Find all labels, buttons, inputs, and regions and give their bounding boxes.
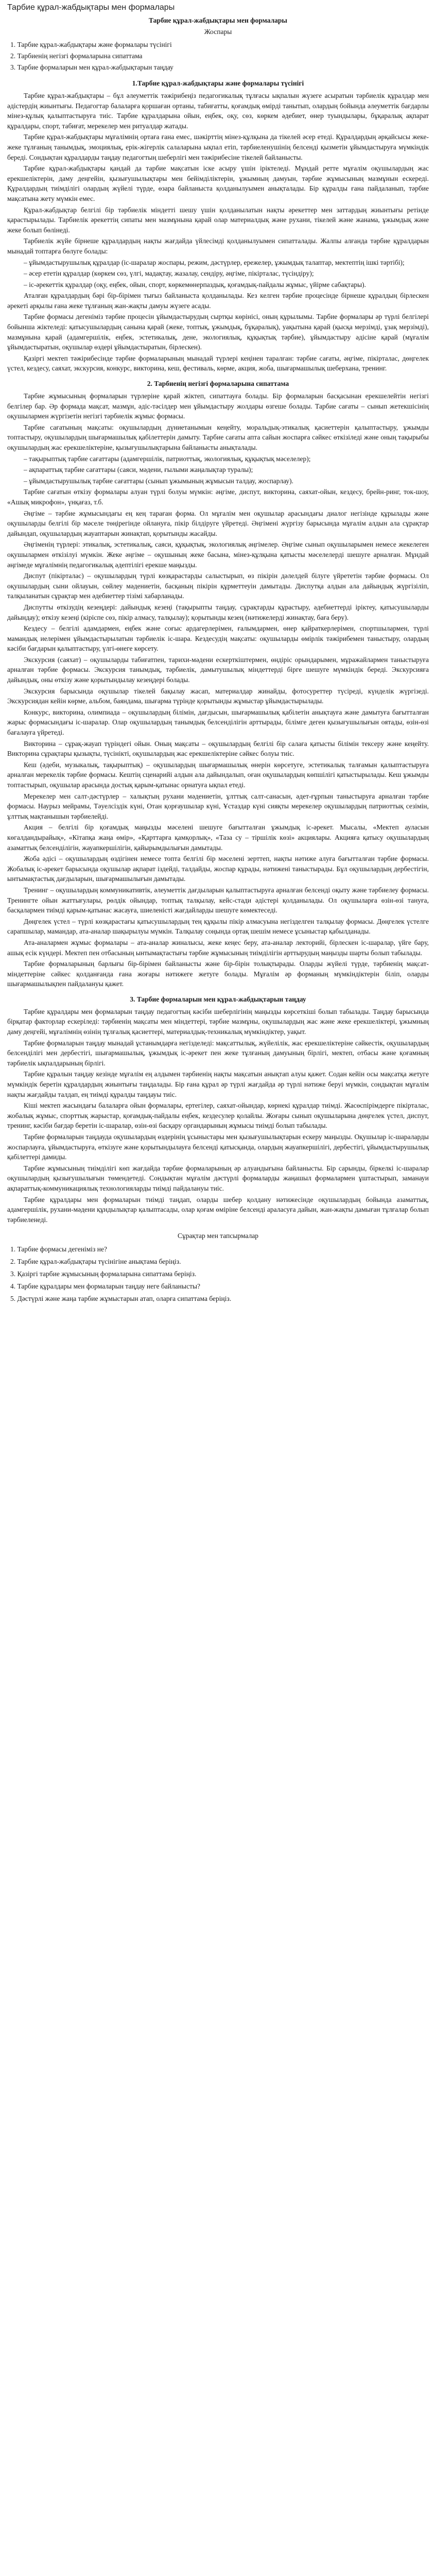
- paragraph: Тарбие формаларын таңдауда оқушылардың өздерінің ұсыныстары мен қызығушылықтарын ескеру маңызды. Оқушылар іс-шараларды жоспарлауға, ұйымдастыруға, өткізуге және қорытындылауға белсенді қатысқанда, олардың жауапкершілігі, дербестігі, ұйымдастырушылық қабілеттері дамиды.: [7, 1133, 429, 1161]
- paragraph: Тарбие құралдары мен формаларын тиімді таңдап, оларды шебер қолдану нәтижесінде оқушылардың бойында азаматтық, адамгершілік, рухани-мәдени құндылықтар қалыптасады, олар қоғам өміріне белсенді араласуға дайын, жан-жақты дамыған тұлғалар болып тәрбиеленеді.: [7, 1195, 429, 1224]
- paragraph: Әңгіменің түрлері: этикалық, эстетикалық, саяси, құқықтық, экологиялық әңгімелер. Әңгіме сынып оқушыларымен немесе жекелеген оқушылармен өткізілуі мүмкін. Жеке әңгіме – оқушының жеке басына, мінез-құлқына қатысты мәселелерді шешуге арналған. Мұндай әңгімеде мұғалімнің педагогикалық әдептілігі ерекше маңызды.: [7, 540, 429, 569]
- plan-item: 2. Тарбиенің негізгі формаларына сипаттама: [10, 52, 143, 60]
- paragraph: Тарбие формасы дегеніміз тәрбие процесін ұйымдастырудың сыртқы көрінісі, оның құрылымы. Тарбие формалары әр түрлі белгілері бойынша жіктеледі: қатысушылардың санына қарай (жеке, топтық, ұжымдық, бұқаралық), уақытына қарай (қысқа мерзімді, ұзақ мерзімді), мазмұнына қарай (адамгершілік, еңбек, эстетикалық, дене, экологиялық, құқықтық тәрбие), ұйымдастыру әдісіне қарай (мұғалім ұйымдастыратын, оқушылар өздері ұйымдастыратын, бірлескен).: [7, 313, 429, 351]
- document-title: Тарбие құрал-жабдықтары мен формалары: [149, 16, 287, 24]
- paragraph: Тарбие құрал-жабдықтары мұғалімнің ортаға ғана емес, шәкірттің мінез-құлқына да тікелей әсер етеді. Құралдардың әрқайсысы жеке-жеке тұлғаның танымдық, эмоциялық, ерік-жігерлік салаларына ықпал етіп, тәрбиеленушінің белсенді қызметін ұйымдастыруға мүмкіндік береді. Сондықтан құралдарды таңдау педагогтың шеберлігі мен тәжірибесіне тікелей байланысты.: [7, 133, 429, 161]
- paragraph: Тарбие құралдары мен формаларын таңдау педагогтың кәсіби шеберлігінің маңызды көрсеткіші болып табылады. Таңдау барысында бірқатар факторлар ескеріледі: тәрбиенің мақсаты мен міндеттері, тәрбие мазмұны, оқушылардың жас және жеке ерекшеліктері, ұжымның даму деңгейі, мұғалімнің өзінің тұлғалық қасиеттері, материалдық-техникалық мүмкіндіктер, уақыт.: [7, 1007, 429, 1036]
- paragraph: Аталған құралдардың бәрі бір-бірімен тығыз байланыста қолданылады. Кез келген тәрбие процесінде бірнеше құралдың бірлескен әрекеті арқылы ғана жеке тұлғаның жан-жақты дамуы жүзеге асады.: [7, 292, 429, 310]
- paragraph: – ақпараттық тарбие сағаттары (саяси, мәдени, ғылыми жаңалықтар туралы);: [24, 466, 253, 474]
- paragraph: – ұйымдастырушылық құралдар (іс-шаралар жоспары, режим, дәстүрлер, ережелер, ұжымдық талаптар, мектептің ішкі тәртібі);: [24, 258, 405, 266]
- paragraph: Кеш (әдеби, музыкалық, тақырыптық) – оқушылардың шығармашылық өнерін көрсетуге, эстетикалық талғамын қалыптастыруға арналған мерекелік тәрбие формасы. Кештің сценарийі алдын ала дайындалып, оған оқушылардың көпшілігі қатыстырылады. Кеш ұжымды топтастырып, оқушылар арасында достық қарым-қатынас орнатуға ықпал етеді.: [7, 760, 429, 789]
- paragraph: Тарбие құралын таңдау кезінде мұғалім ең алдымен тәрбиенің нақты мақсатын анықтап алуы қажет. Содан кейін осы мақсатқа жетуге мүмкіндік беретін құралдардың жиынтығы таңдалады. Бір ғана құрал әр түрлі жағдайда әр түрлі нәтиже беруі мүмкін, сондықтан мұғалім нақты жағдайды талдап, ең тиімді құралды таңдауы тиіс.: [7, 1070, 429, 1098]
- question-item: 5. Дәстүрлі және жаңа тарбие жұмыстарын атап, оларға сипаттама беріңіз.: [10, 1295, 232, 1303]
- paragraph: Диспутты өткізудің кезеңдері: дайындық кезеңі (тақырыпты таңдау, сұрақтарды құрастыру, әдебиеттерді іріктеу, қатысушыларды дайындау); өткізу кезеңі (кіріспе сөз, пікір алмасу, талқылау); қорытынды кезең (нәтижелерді жинақтау, баға беру).: [7, 603, 429, 621]
- paragraph: Экскурсия барысында оқушылар тікелей бақылау жасап, материалдар жинайды, фотосуреттер түсіреді, күнделік жүргізеді. Экскурсиядан кейін көрме, альбом, баяндама, шығарма түрінде қорытынды жұмыстар ұйымдастырылады.: [7, 687, 429, 705]
- section-heading: 2. Тарбиенің негізгі формаларына сипаттама: [147, 380, 289, 388]
- questions-list: [7, 1243, 429, 1305]
- paragraph: Тренинг – оқушылардың коммуникативтік, әлеуметтік дағдыларын қалыптастыруға арналған белсенді оқыту және тәрбиелеу формасы. Тренингте ойын жаттығулары, рөлдік ойындар, топтық талқылау, кейс-стади әдістері қолданылады. Ол оқушыларға өзін-өзі тануға, басқалармен тиімді қарым-қатынас жасауға, шиеленісті жағдайларды шешуге көмектеседі.: [7, 886, 429, 914]
- plan-list: [7, 39, 429, 73]
- paragraph: – тақырыптық тарбие сағаттары (адамгершілік, патриоттық, экологиялық, құқықтық мәселелер);: [24, 454, 311, 463]
- paragraph: Әңгіме – тәрбие жұмысындағы ең кең тараған форма. Ол мұғалім мен оқушылар арасындағы диалог негізінде құрылады және оқушыларды белгілі бір мәселе төңірегінде ойлануға, пікір білдіруге үйретеді. Әңгімені жүргізу барысында мұғалім алдын ала сұрақтар дайындап, оқушылардың жауаптарын жинақтап, қорытынды жасайды.: [7, 509, 429, 537]
- paragraph: Тарбие жұмысының тиімділігі көп жағдайда тәрбие формаларының әр алуандығына байланысты. Бір сарынды, біркелкі іс-шаралар оқушылардың қызығушылығын төмендетеді. Сондықтан мұғалім дәстүрлі формаларды жаңашыл формалармен ұштастырып, заманауи ақпараттық-коммуникациялық технологияларды тиімді пайдалануы тиіс.: [7, 1164, 429, 1192]
- paragraph: Экскурсия (саяхат) – оқушыларды табиғатпен, тарихи-мәдени ескерткіштермен, өндіріс орындарымен, мұражайлармен таныстыруға арналған тәрбие формасы. Экскурсия танымдық, тәрбиелік, дамытушылық міндеттерді бірге шешуге мүмкіндік береді. Экскурсияға дайындық, оны өткізу және қорытындылау кезеңдері болады.: [7, 655, 429, 684]
- paragraph: Қазіргі мектеп тәжірибесінде тәрбие формаларының мынадай түрлері кеңінен таралған: тәрбие сағаты, әңгіме, пікірталас, дөңгелек үстел, кездесу, саяхат, экскурсия, конкурс, викторина, кеш, фестиваль, көрме, акция, жоба, шығармашылық шеберхана, тренинг.: [7, 354, 429, 372]
- page-title: Тарбие құрал-жабдықтары мен формалары: [7, 3, 175, 12]
- paragraph: Жоба әдісі – оқушылардың өздігінен немесе топта белгілі бір мәселені зерттеп, нақты нәтиже алуға бағытталған тәрбие формасы. Жобалық іс-әрекет барысында оқушылар ақпарат іздейді, талдайды, жоспар құрады, нәтижені таныстырады. Бұл оқушылардың дербестігін, ынтымақтастық дағдыларын, шығармашылығын дамытады.: [7, 855, 429, 883]
- paragraph: Тарбие құрал-жабдықтары қандай да тарбие мақсатын іске асыру үшін іріктеледі. Мұндай ретте мұғалім оқушылардың жас ерекшеліктерін, даму деңгейін, қызығушылықтары мен бейімділіктерін, ұжымның дамуын, тәрбие жұмысының мазмұнын ескереді. Құралдардың тиімділігі олардың жүйелі түрде, өзара байланыста қолданылуымен анықталады. Бір құралды ғана пайдаланып, тәрбие мақсатына жету мүмкін емес.: [7, 164, 429, 202]
- paragraph: – әсер ететін құралдар (көркем сөз, үлгі, мадақтау, жазалау, сендіру, әңгіме, пікірталас, түсіндіру);: [24, 269, 314, 278]
- plan-label: Жоспары: [204, 28, 232, 36]
- section-heading: 3. Тарбие формаларын мен құрал-жабдықтарын таңдау: [130, 995, 306, 1003]
- paragraph: Мерекелер мен салт-дәстүрлер – халықтың рухани мәдениетін, ұлттық салт-санасын, әдет-ғұрпын таныстыруға арналған тәрбие формасы. Наурыз мейрамы, Тәуелсіздік күні, Отан қорғаушылар күні, Ұстаздар күні сияқты мерекелер оқушылардың патриоттық сезімін, ұлттық мақтанышын тәрбиелейді.: [7, 792, 429, 820]
- paragraph: Акция – белгілі бір қоғамдық маңызды мәселені шешуге бағытталған ұжымдық іс-әрекет. Мысалы, «Мектеп ауласын көгалдандырайық», «Кітапқа жаңа өмір», «Қарттарға қамқорлық», «Таза су – тіршілік көзі» акциялары. Акцияға қатысу оқушылардың азаматтық белсенділігін, жауапкершілігін, қайырымдылығын дамытады.: [7, 823, 429, 852]
- paragraph: Тарбие сағатын өткізу формалары алуан түрлі болуы мүмкін: әңгіме, диспут, викторина, саяхат-ойын, кездесу, брейн-ринг, ток-шоу, «Ашық микрофон», үнқағаз, т.б.: [7, 488, 429, 506]
- document-body: [7, 79, 429, 1225]
- paragraph: – ұйымдастырушылық тарбие сағаттары (сынып ұжымының жұмысын талдау, жоспарлау).: [24, 477, 294, 485]
- paragraph: Тарбие формаларының барлығы бір-бірімен байланысты және бір-бірін толықтырады. Оларды жүйелі түрде, тәрбиенің мақсат-міндеттеріне сәйкес қолданғанда ғана жоғары нәтижеге жетуге болады. Мұғалім әр форманың мүмкіндіктерін біліп, оларды шығармашылықпен пайдалануы қажет.: [7, 960, 429, 988]
- paragraph: Тарбие формаларын таңдау мынадай ұстанымдарға негізделеді: мақсаттылық, жүйелілік, жас ерекшеліктеріне сәйкестік, оқушылардың белсенділігі мен дербестігі, шығармашылық, ұжымдық іс-әрекет пен жеке тұлғаның дамуының бірлігі, мектеп, отбасы және қоғамның тәрбиелік ықпалдарының бірлігі.: [7, 1039, 429, 1067]
- question-item: 4. Тарбие құралдары мен формаларын таңдау неге байланысты?: [10, 1282, 201, 1291]
- question-item: 1. Тарбие формасы дегеніміз не?: [10, 1245, 107, 1253]
- question-item: 3. Қазіргі тарбие жұмысының формаларына сипаттама беріңіз.: [10, 1270, 197, 1278]
- paragraph: Ата-аналармен жұмыс формалары – ата-аналар жиналысы, жеке кеңес беру, ата-аналар лекторийі, бірлескен іс-шаралар, үйге бару, ашық есік күндері. Мектеп пен отбасының ынтымақтастығы тәрбие жұмысының тиімділігін арттырудың маңызды шарты болып табылады.: [7, 938, 429, 957]
- plan-item: 1. Тарбие құрал-жабдықтары және формалары түсінігі: [10, 41, 172, 48]
- plan-item: 3. Тарбие формаларын мен құрал-жабдықтарын таңдау: [10, 63, 173, 71]
- paragraph: Викторина – сұрақ-жауап түріндегі ойын. Оның мақсаты – оқушылардың белгілі бір салаға қатысты білімін тексеру және кеңейту. Викторина сұрақтары қызықты, түсінікті, оқушылардың жас ерекшеліктеріне сәйкес болуы тиіс.: [7, 739, 429, 758]
- paragraph: Тарбие сағатының мақсаты: оқушылардың дүниетанымын кеңейту, моральдық-этикалық қасиеттерін қалыптастыру, ұжымды топтастыру, оқушылардың шығармашылық қабілеттерін дамыту. Тарбие сағаты апта сайын жоспарға сәйкес өткізіледі және оның тақырыбы оқушылардың жас ерекшеліктеріне, қызығушылықтарына байланысты анықталады.: [7, 423, 429, 451]
- paragraph: Тарбие жұмысының формаларын түрлеріне қарай жіктеп, сипаттауға болады. Бір формаларын басқасынан ерекшелейтін негізгі белгілер бар. Әр формада мақсат, мазмұн, әдіс-тәсілдер мен ұйымдастыру жолдары өзгеше болады. Тарбие сағаты – сынып жетекшісінің оқушылармен жүргізетін негізгі тәрбиелік жұмыс формасы.: [7, 392, 429, 420]
- paragraph: Конкурс, викторина, олимпиада – оқушылардың білімін, дағдысын, шығармашылық қабілетін анықтауға және дамытуға бағытталған жарыс формасындағы іс-шаралар. Олар оқушылардың танымдық белсенділігін арттырады, білімге деген қызығушылығын оятады, өзін-өзі бағалауға үйретеді.: [7, 708, 429, 737]
- paragraph: Диспут (пікірталас) – оқушылардың түрлі көзқарастарды салыстырып, өз пікірін дәлелдей білуге үйрететін тәрбие формасы. Ол оқушылардың сыни ойлауын, сөйлеу мәдениетін, басқаның пікірін құрметтеуін дамытады. Диспутқа алдын ала дайындық жүргізіліп, талқыланатын сұрақтар мен әдебиеттер тізімі хабарланады.: [7, 572, 429, 600]
- paragraph: Тарбие құрал-жабдықтары – бұл әлеуметтік тәжірибеңіз педагогикалық тұлғасы ықпалын жүзеге асыратын тәрбиелік құралдар мен әдістердің жиынтығы. Педагогтар балаларға қоршаған ортаны, табиғатты, қоғамдық өмірді танытып, олардың бойында әлеуметтік бағдарлы мінез-құлық қалыптастыруға тиіс. Тарбие құралдарына ойын, еңбек, оқу, сөз, көркем әдебиет, өнер туындылары, бұқаралық ақпарат құралдары, спорт, табиғат, мерекелер мен ритуалдар жатады.: [7, 92, 429, 130]
- paragraph: – іс-әрекеттік құралдар (оқу, еңбек, ойын, спорт, көркемөнерпаздық, қоғамдық-пайдалы жұмыс, үйірме сабақтары).: [24, 280, 367, 289]
- paragraph: Дөңгелек үстел – түрлі көзқарастағы қатысушылардың тең құқылы пікір алмасуына негізделген талқылау формасы. Дөңгелек үстелге сарапшылар, мамандар, ата-аналар шақырылуы мүмкін. Талқылау соңында ортақ шешім немесе ұсыныстар қабылданады.: [7, 917, 429, 936]
- paragraph: Тарбиелік жүйе бірнеше құралдардың нақты жағдайда үйлесімді қолданылуымен сипатталады. Жалпы алғанда тәрбие құралдарын мынадай топтарға бөлуге болады:: [7, 237, 429, 255]
- paragraph: Құрал-жабдықтар белгілі бір тәрбиелік міндетті шешу үшін қолданылатын нақты әрекеттер мен заттардың жиынтығы ретінде қарастырылады. Тарбиелік әрекеттің сипаты мен мазмұнына қарай олар материалдық және рухани, тікелей және жанама, ұжымдық және жеке болып бөлінеді.: [7, 206, 429, 234]
- questions-label: Сұрақтар мен тапсырмалар: [177, 1232, 259, 1240]
- section-heading: 1.Тарбие құрал-жабдықтары және формалары түсінігі: [132, 79, 304, 87]
- paragraph: Кездесу – белгілі адамдармен, еңбек және соғыс ардагерлерімен, ғалымдармен, өнер қайраткерлерімен, спортшылармен, түрлі мамандық иелерімен ұйымдастырылатын тәрбиелік іс-шара. Кездесудің мақсаты: оқушыларды өмірлік тәжірибемен таныстыру, олардың кәсіби бағдарын қалыптастыру, үлгі-өнеге көрсету.: [7, 624, 429, 653]
- paragraph: Кіші мектеп жасындағы балаларға ойын формалары, ертегілер, саяхат-ойындар, көрнекі құралдар тиімді. Жасөспірімдерге пікірталас, жобалық жұмыс, спорттық жарыстар, қоғамдық-пайдалы еңбек, кездесулер қолайлы. Жоғары сынып оқушыларына дөңгелек үстел, диспут, тренинг, кәсіби бағдар беретін іс-шаралар, өзін-өзі басқару органдарының жұмысы тиімді болып табылады.: [7, 1101, 429, 1130]
- question-item: 2. Тарбие құрал-жабдықтары түсінігіне анықтама беріңіз.: [10, 1258, 181, 1266]
